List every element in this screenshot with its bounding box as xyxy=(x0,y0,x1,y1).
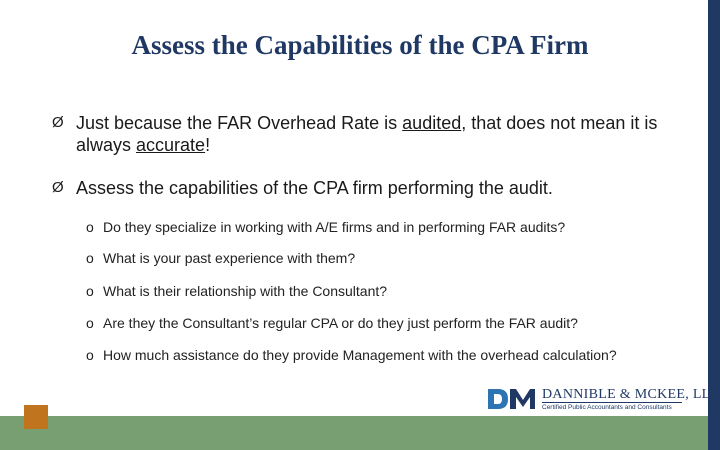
bullet-text: Just because the FAR Overhead Rate is audited, that does not mean it is always accurate! xyxy=(76,113,658,155)
sub-bullet-text: What is their relationship with the Consultant? xyxy=(103,283,388,299)
circle-bullet-icon: o xyxy=(86,347,94,363)
footer-band xyxy=(0,416,708,450)
logo-firm-name: DANNIBLE & MCKEE, LLP xyxy=(542,387,719,402)
underlined-word: accurate xyxy=(136,135,206,155)
arrow-bullet-icon: Ø xyxy=(52,114,64,131)
circle-bullet-icon: o xyxy=(86,315,94,331)
arrow-bullet-icon: Ø xyxy=(52,179,64,196)
circle-bullet-icon: o xyxy=(86,283,94,299)
right-accent-bar xyxy=(708,0,720,450)
circle-bullet-icon: o xyxy=(86,219,94,235)
company-logo xyxy=(486,386,719,414)
underlined-word: audited xyxy=(402,113,462,133)
footer-accent-square xyxy=(24,405,48,429)
sub-bullet-text: Do they specialize in working with A/E firms and in performing FAR audits? xyxy=(103,219,566,235)
bullet-text: Assess the capabilities of the CPA firm performing the audit. xyxy=(76,178,553,198)
sub-bullet-text: What is your past experience with them? xyxy=(103,250,356,266)
dm-logo-icon xyxy=(486,386,536,412)
logo-tagline: Certified Public Accountants and Consultants xyxy=(542,404,672,411)
logo-divider xyxy=(542,402,682,403)
sub-bullet-text: Are they the Consultant’s regular CPA or do they just perform the FAR audit? xyxy=(103,315,578,331)
sub-bullet-text: How much assistance do they provide Management with the overhead calculation? xyxy=(103,347,617,363)
circle-bullet-icon: o xyxy=(86,250,94,266)
slide-title: Assess the Capabilities of the CPA Firm xyxy=(131,30,589,60)
